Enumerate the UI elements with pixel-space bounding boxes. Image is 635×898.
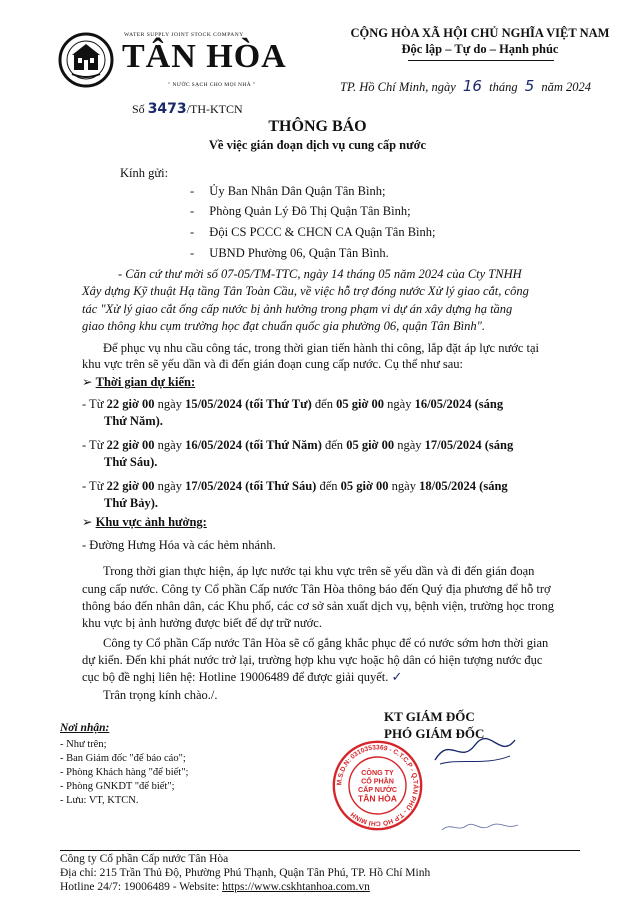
recipient-item: - UBND Phường 06, Quận Tân Bình. [190,246,389,260]
body-line: khu vực bị ảnh hưởng được biết để dự trữ nước. [82,616,322,630]
company-name-english: WATER SUPPLY JOINT STOCK COMPANY [124,32,244,38]
docno-prefix: Số [132,102,145,116]
schedule-item: - Từ 22 giờ 00 ngày 15/05/2024 (tối Thứ Tư) đến 05 giờ 00 ngày 16/05/2024 (sáng [82,397,504,411]
document-date [340,77,591,95]
schedule-item: - Từ 22 giờ 00 ngày 16/05/2024 (tối Thứ Năm) đến 05 giờ 00 ngày 17/05/2024 (sáng [82,438,514,452]
body-line: thông báo đến nhân dân, các Khu phố, các cơ sở sản xuất dịch vụ, bệnh viện, trường học trong [82,599,554,613]
signatory-name-handwritten [440,820,520,834]
receivers-label: Nơi nhận: [60,722,110,734]
arrow-bullet-icon: ➢ [82,375,93,389]
schedule-item-cont: Thứ Bảy). [104,496,159,510]
basis-line: tác "Xử lý giao cắt ống cấp nước bị ảnh hưởng trong phạm vi dự án xây dựng hạ tầng [82,302,513,316]
schedule-item: - Từ 22 giờ 00 ngày 17/05/2024 (tối Thứ Sáu) đến 05 giờ 00 ngày 18/05/2024 (sáng [82,479,508,493]
footer-company: Công ty Cổ phần Cấp nước Tân Hòa [60,853,229,865]
logo-emblem [58,32,114,88]
body-line: dự kiến. Đến khi phát nước trở lại, trường hợp khu vực hoặc hộ dân có hiện tượng nước đục [82,653,543,667]
document-title: THÔNG BÁO [268,118,367,135]
recipient-item: - Phòng Quản Lý Đô Thị Quận Tân Bình; [190,204,411,218]
nation-motto: Độc lập – Tự do – Hạnh phúc [401,42,559,56]
date-month-label: tháng [489,80,518,94]
area-item: - Đường Hưng Hóa và các hẻm nhánh. [82,538,276,552]
motto-underline [408,60,554,61]
basis-line: - Căn cứ thư mời số 07-05/TM-TTC, ngày 14 tháng 05 năm 2024 của Cty TNHH [118,267,522,281]
signature-subtitle: PHÓ GIÁM ĐỐC [384,726,485,741]
schedule-item-cont: Thứ Sáu). [104,455,158,469]
recipient-item: - Đội CS PCCC & CHCN CA Quận Tân Bình; [190,225,436,239]
receiver-item: - Phòng Khách hàng "để biết"; [60,767,189,778]
area-heading: ➢ Khu vực ảnh hưởng: [82,515,207,529]
date-year: năm 2024 [541,80,592,94]
schedule-item-cont: Thứ Năm). [104,414,163,428]
receiver-item: - Phòng GNKDT "để biết"; [60,781,175,792]
receiver-item: - Lưu: VT, KTCN. [60,795,139,806]
body-line: Trong thời gian thực hiện, áp lực nước tại khu vực trên sẽ yếu dần và đi đến gián đoạn [103,564,535,578]
recipient-item: - Ủy Ban Nhân Dân Quận Tân Bình; [190,184,386,198]
document-subtitle: Về việc gián đoạn dịch vụ cung cấp nước [208,138,427,152]
stamp-ring-text: M.S.D.N: 0310353369 - C.T.C.P - Q.TÂN PHÚ - T.P HỒ CHÍ MINH [336,744,419,827]
initial-mark: ✓ [391,670,403,685]
signature-title: KT GIÁM ĐỐC [384,709,475,724]
intro-line: Để phục vụ nhu cầu công tác, trong thời gian tiến hành thi công, lắp đặt áp lực nước tại [103,341,540,355]
stamp-line: TÂN HÒA [358,793,397,804]
signature [430,730,520,770]
document-number [132,101,243,117]
brand-name: TÂN HÒA [122,38,287,75]
date-month: 5 [524,77,535,95]
body-line: cung cấp nước. Công ty Cổ phần Cấp nước Tân Hòa thông báo đến Quý địa phương để hỗ trợ [82,582,551,596]
recipients-label: Kính gửi: [120,166,169,180]
footer-contact: Hotline 24/7: 19006489 - Website: https://www.cskhtanhoa.com.vn [60,881,370,893]
stamp-line: CỔ PHẦN [361,777,394,786]
docno-suffix: /TH-KTCN [186,102,243,116]
website-link[interactable]: https://www.cskhtanhoa.com.vn [222,881,370,893]
company-stamp [330,738,425,833]
body-line: cục bộ đề nghị liên hệ: Hotline 19006489 để được giải quyết. ✓ [82,670,403,685]
arrow-bullet-icon: ➢ [82,515,93,529]
stamp-line: CÔNG TY [361,769,394,778]
date-prefix: TP. Hồ Chí Minh, ngày [340,80,456,94]
date-day: 16 [462,77,482,95]
stamp-line: CẤP NƯỚC [357,786,398,795]
intro-line: khu vực trên sẽ yếu dần và đi đến gián đoạn cung cấp nước. Cụ thể như sau: [82,357,463,371]
footer-divider [60,850,580,851]
closing-line: Trân trọng kính chào./. [103,688,218,702]
schedule-heading: ➢ Thời gian dự kiến: [82,375,196,389]
brand-slogan: " NƯỚC SẠCH CHO MỌI NHÀ " [168,82,256,88]
footer-address: Địa chỉ: 215 Trần Thủ Độ, Phường Phú Thạnh, Quận Tân Phú, TP. Hồ Chí Minh [60,867,431,879]
receiver-item: - Ban Giám đốc "để báo cáo"; [60,753,186,764]
basis-line: Xây dựng Kỹ thuật Hạ tầng Tân Toàn Cầu, về việc hỗ trợ đóng nước Xử lý giao cắt, công [82,284,529,298]
body-line: Công ty Cổ phần Cấp nước Tân Hòa sẽ cố gắng khắc phục để có nước sớm hơn thời gian [103,636,549,650]
docno-number: 3473 [147,101,187,117]
receiver-item: - Như trên; [60,739,107,750]
basis-line: giao thông khu cụm trường học đạt chuẩn quốc gia phường 06, quận Tân Bình". [82,319,486,333]
nation-title: CỘNG HÒA XÃ HỘI CHỦ NGHĨA VIỆT NAM [350,26,610,40]
